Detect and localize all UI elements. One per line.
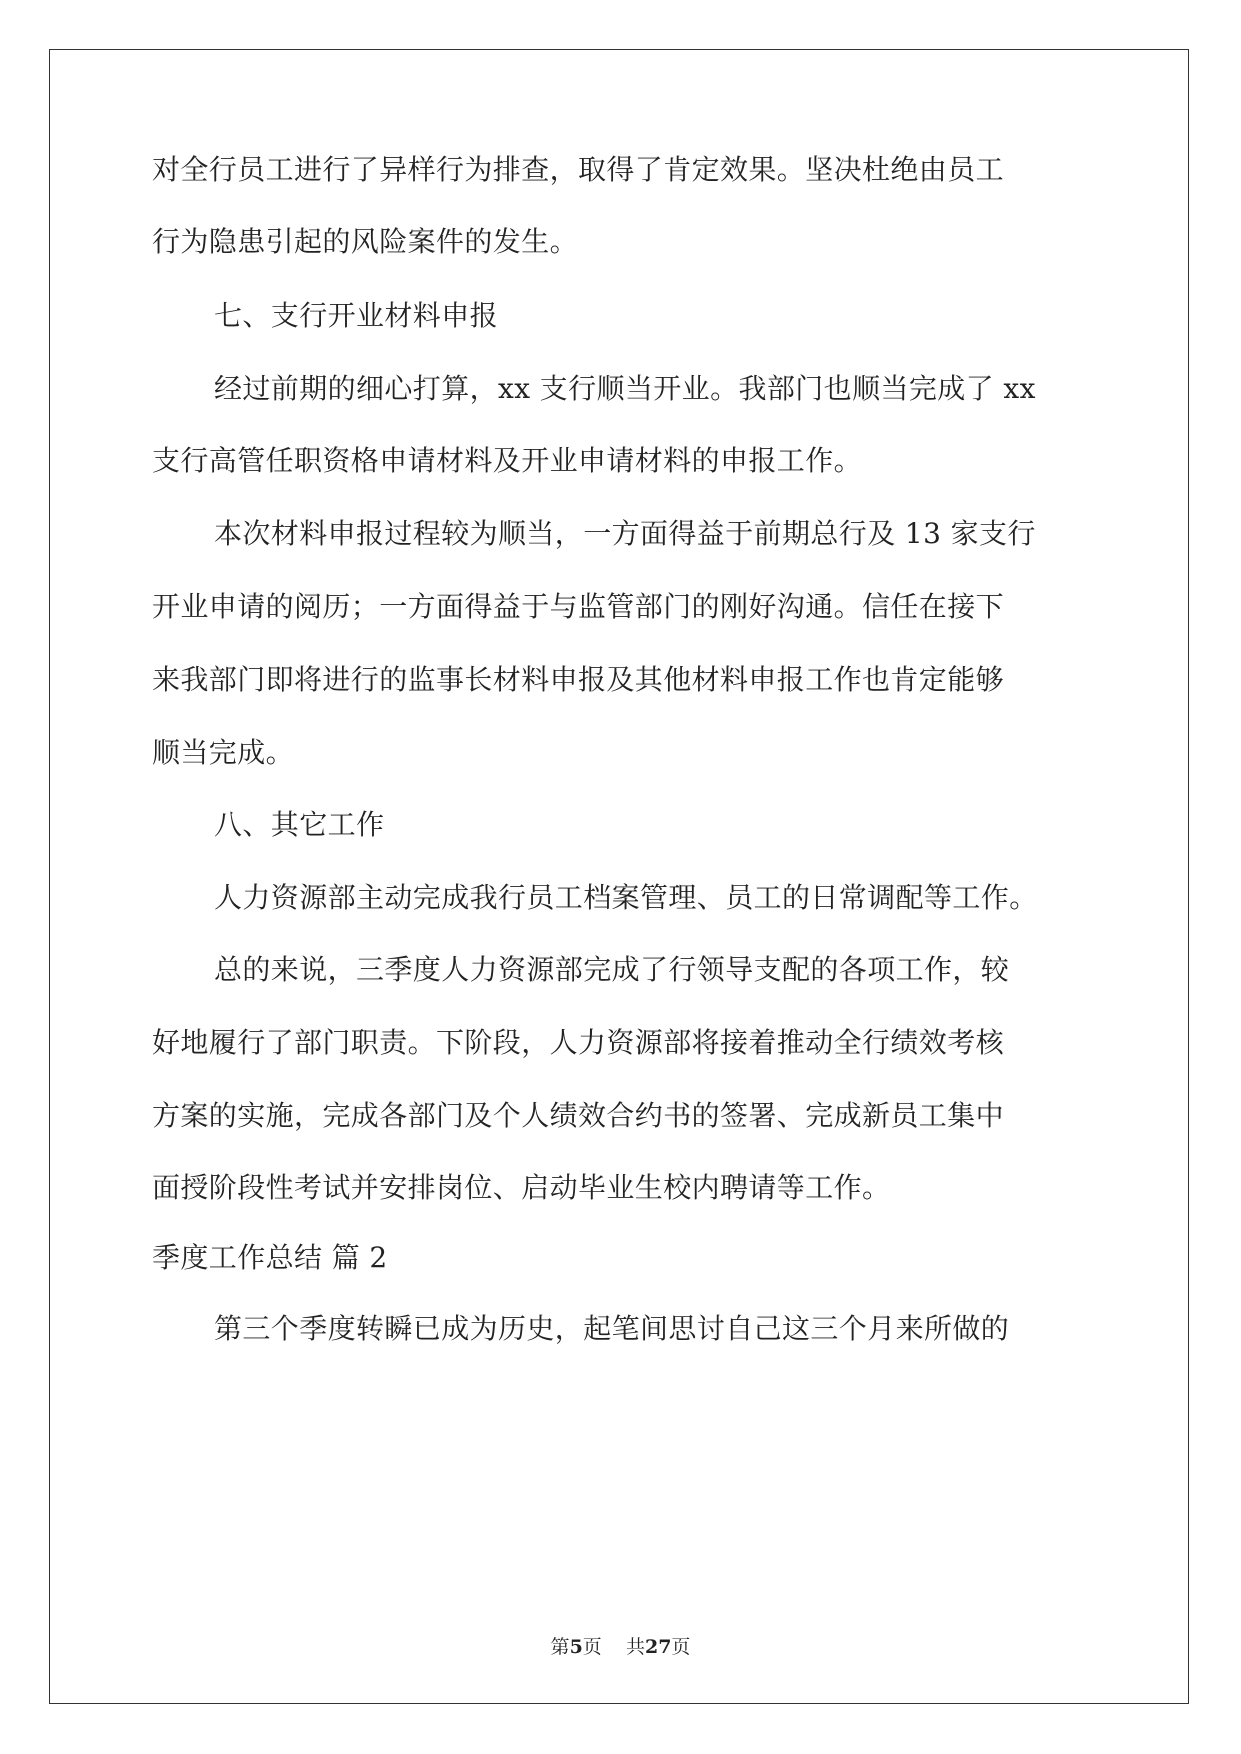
body-line: 来我部门即将进行的监事长材料申报及其他材料申报工作也肯定能够 xyxy=(152,663,1005,696)
section-heading: 八、其它工作 xyxy=(214,808,385,841)
footer-suffix: 页 xyxy=(671,1636,691,1658)
body-line: 顺当完成。 xyxy=(152,736,295,769)
body-line: 方案的实施，完成各部门及个人绩效合约书的签署、完成新员工集中 xyxy=(152,1099,1005,1132)
body-line: 总的来说，三季度人力资源部完成了行领导支配的各项工作，较 xyxy=(214,953,1010,986)
section-heading: 七、支行开业材料申报 xyxy=(214,299,499,332)
body-line: 人力资源部主动完成我行员工档案管理、员工的日常调配等工作。 xyxy=(214,881,1038,914)
footer-middle: 页 共 xyxy=(582,1636,645,1658)
article-heading: 季度工作总结 篇 2 xyxy=(152,1241,388,1274)
body-line: 支行高管任职资格申请材料及开业申请材料的申报工作。 xyxy=(152,444,863,477)
body-line: 好地履行了部门职责。下阶段，人力资源部将接着推动全行绩效考核 xyxy=(152,1026,1005,1059)
body-line: 行为隐患引起的风险案件的发生。 xyxy=(152,225,579,258)
body-line: 本次材料申报过程较为顺当，一方面得益于前期总行及 13 家支行 xyxy=(214,517,1036,550)
footer-page-number: 5 xyxy=(569,1636,583,1658)
body-line: 第三个季度转瞬已成为历史，起笔间思讨自己这三个月来所做的 xyxy=(214,1312,1010,1345)
page-footer xyxy=(0,1635,1241,1659)
footer-total-pages: 27 xyxy=(644,1636,672,1658)
footer-prefix: 第 xyxy=(550,1636,570,1658)
body-line: 经过前期的细心打算，xx 支行顺当开业。我部门也顺当完成了 xx xyxy=(214,372,1036,405)
body-line: 开业申请的阅历；一方面得益于与监管部门的刚好沟通。信任在接下 xyxy=(152,590,1005,623)
body-line: 对全行员工进行了异样行为排查，取得了肯定效果。坚决杜绝由员工 xyxy=(152,153,1005,186)
body-line: 面授阶段性考试并安排岗位、启动毕业生校内聘请等工作。 xyxy=(152,1171,891,1204)
